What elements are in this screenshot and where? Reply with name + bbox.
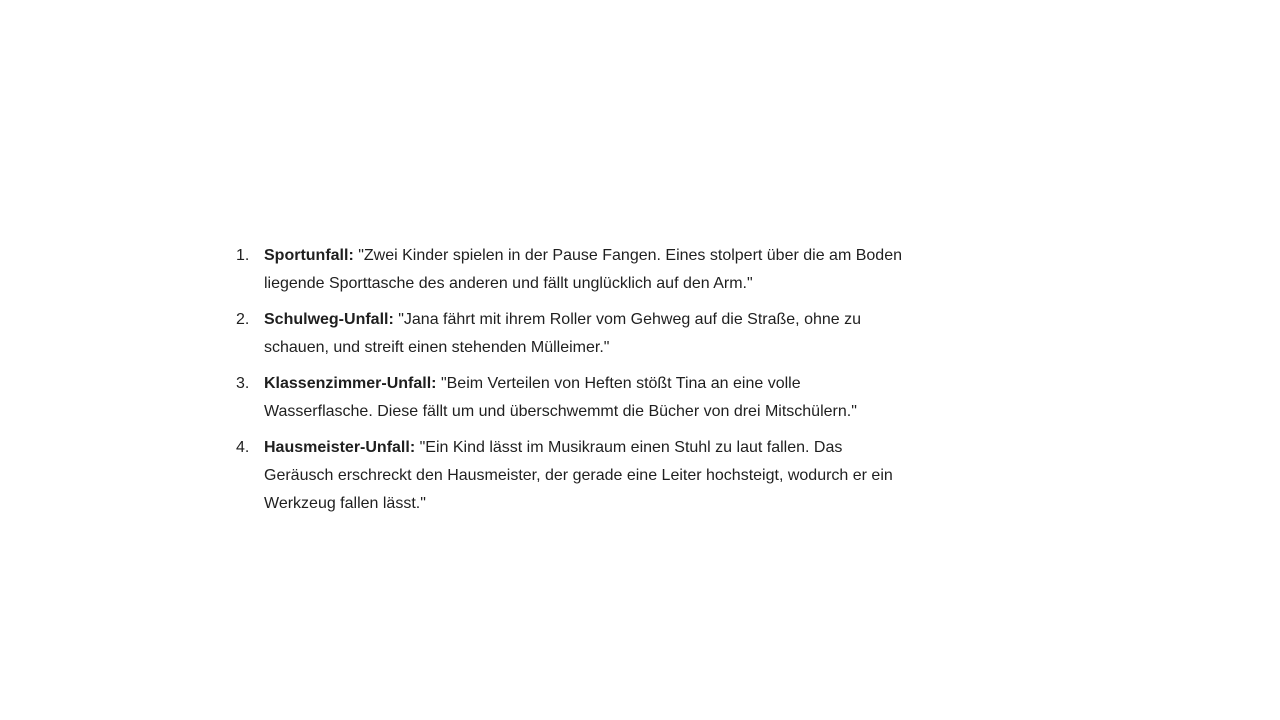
list-item [232, 370, 912, 426]
accident-list [232, 242, 912, 518]
list-item-term: Sportunfall: [264, 247, 354, 264]
response-content [232, 242, 912, 526]
list-item-number: 4. [236, 439, 250, 456]
list-item-text: "Jana fährt mit ihrem Roller vom Gehweg auf die Straße, ohne zu schauen, und streift einen stehenden Mülleimer." [264, 311, 862, 356]
list-item-text: "Zwei Kinder spielen in der Pause Fangen. Eines stolpert über die am Boden liegende Sporttasche des anderen und fällt unglücklich auf den Arm." [264, 247, 902, 292]
list-item [232, 434, 912, 518]
list-item-text: "Ein Kind lässt im Musikraum einen Stuhl zu laut fallen. Das Geräusch erschreckt den Hausmeister, der gerade eine Leiter hochsteigt, wodurch er ein Werkzeug fallen lässt." [264, 439, 893, 512]
list-item-term: Schulweg-Unfall: [264, 311, 394, 328]
list-item-text: "Beim Verteilen von Heften stößt Tina an eine volle Wasserflasche. Diese fällt um und überschwemmt die Bücher von drei Mitschülern." [264, 375, 857, 420]
list-item-number: 2. [236, 311, 250, 328]
list-item-number: 3. [236, 375, 250, 392]
list-item-term: Klassenzimmer-Unfall: [264, 375, 437, 392]
list-item-term: Hausmeister-Unfall: [264, 439, 416, 456]
list-item [232, 242, 912, 298]
list-item [232, 306, 912, 362]
list-item-number: 1. [236, 247, 250, 264]
